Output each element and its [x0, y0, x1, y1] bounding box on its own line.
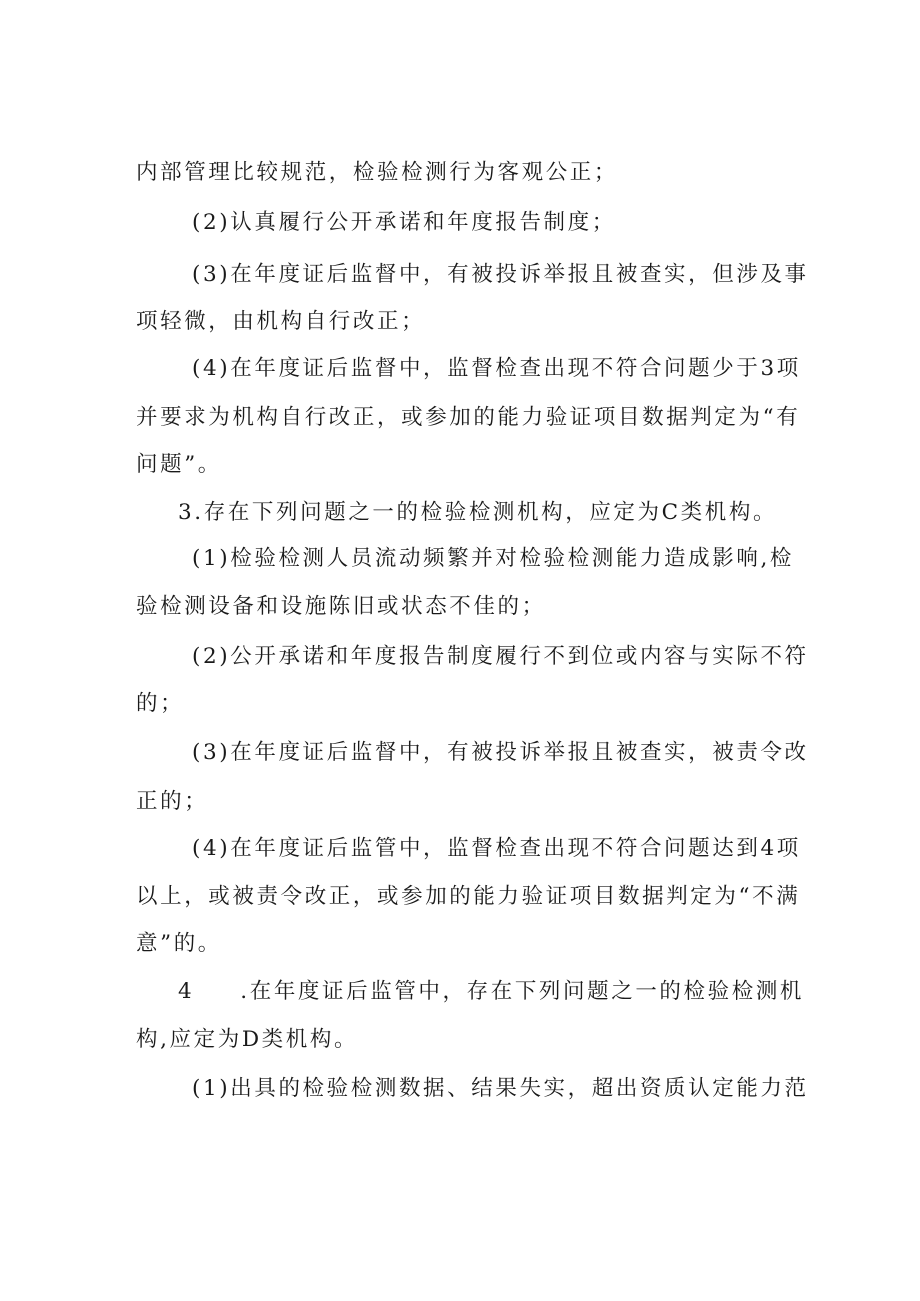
item-1-line: (1)出具的检验检测数据、结果失实，超出资质认定能力范	[192, 1076, 809, 1101]
text-line: 项轻微，由机构自行改正；	[136, 309, 426, 334]
item-2-line: (2)认真履行公开承诺和年度报告制度；	[192, 210, 616, 235]
item-1-line: (1)检验检测人员流动频繁并对检验检测能力造成影响,检	[192, 546, 794, 571]
section-4-heading	[178, 976, 805, 1008]
text-line: 正的；	[136, 789, 209, 814]
text-line: 意”的。	[136, 931, 222, 956]
text-line: 内部管理比较规范，检验检测行为客观公正；	[136, 160, 619, 185]
section-number: 4	[178, 979, 195, 1004]
text-line: 的；	[136, 691, 185, 716]
text-line: 并要求为机构自行改正，或参加的能力验证项目数据判定为“有	[136, 405, 801, 430]
section-text: .在年度证后监管中，存在下列问题之一的检验检测机	[240, 979, 805, 1004]
section-3-heading: 3.存在下列问题之一的检验检测机构，应定为C类机构。	[178, 500, 778, 525]
text-line: 验检测设备和设施陈旧或状态不佳的；	[136, 594, 546, 619]
text-line: 构,应定为D类机构。	[136, 1027, 359, 1052]
item-3-line: (3)在年度证后监督中，有被投诉举报且被查实，被责令改	[192, 740, 809, 765]
item-3-line: (3)在年度证后监督中，有被投诉举报且被查实，但涉及事	[192, 262, 809, 287]
text-line: 以上，或被责令改正，或参加的能力验证项目数据判定为“不满	[136, 884, 801, 909]
item-4-line: (4)在年度证后监督中，监督检查出现不符合问题少于3项	[192, 356, 801, 381]
text-line: 问题”。	[136, 452, 222, 477]
item-4-line: (4)在年度证后监管中，监督检查出现不符合问题达到4项	[192, 836, 801, 861]
item-2-line: (2)公开承诺和年度报告制度履行不到位或内容与实际不符	[192, 644, 809, 669]
